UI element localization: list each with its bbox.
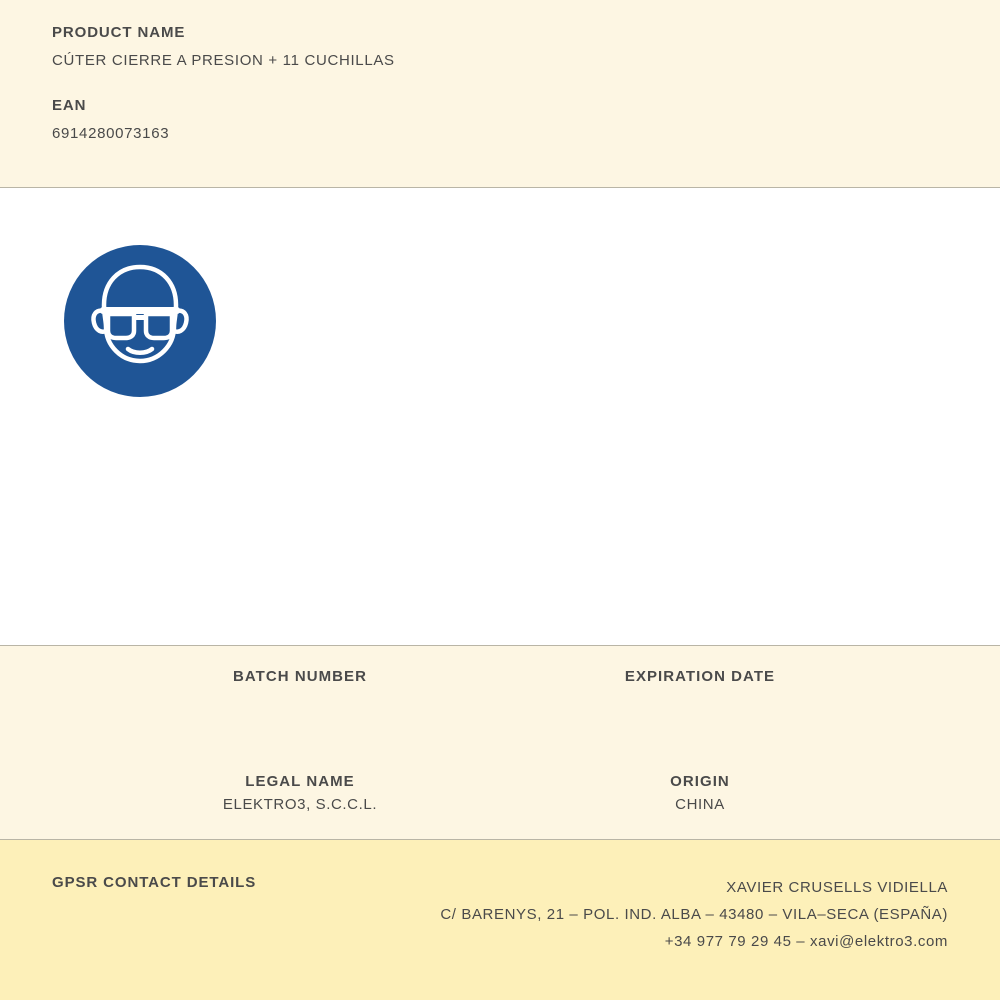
data-row (0, 668, 1000, 709)
expiration-date-cell (500, 668, 900, 709)
wear-eye-protection-icon (64, 245, 216, 397)
product-name-block (52, 24, 1000, 69)
header-section (0, 0, 1000, 188)
expiration-date-value (500, 691, 900, 709)
origin-value: CHINA (675, 796, 725, 813)
ean-label: EAN (52, 97, 87, 114)
origin-cell (500, 773, 900, 814)
gpsr-contact-label: GPSR CONTACT DETAILS (52, 874, 257, 891)
gpsr-contact-details (440, 874, 948, 955)
ean-value: 6914280073163 (52, 125, 170, 142)
legal-name-label: LEGAL NAME (245, 773, 355, 790)
product-name-label: PRODUCT NAME (52, 24, 186, 41)
batch-number-label: BATCH NUMBER (233, 668, 367, 685)
ean-block (52, 97, 1000, 142)
batch-number-value (100, 691, 500, 709)
pictogram-section (0, 188, 1000, 646)
origin-label: ORIGIN (670, 773, 730, 790)
expiration-date-label: EXPIRATION DATE (624, 668, 776, 685)
product-name-value: CÚTER CIERRE A PRESION + 11 CUCHILLAS (52, 52, 395, 69)
data-section (0, 646, 1000, 840)
contact-address: C/ BARENYS, 21 – POL. IND. ALBA – 43480 – VILA–SECA (ESPAÑA) (440, 906, 948, 923)
contact-name: XAVIER CRUSELLS VIDIELLA (726, 879, 948, 896)
legal-name-value: ELEKTRO3, S.C.C.L. (222, 796, 378, 813)
legal-name-cell (100, 773, 500, 814)
contact-phone-email[interactable]: +34 977 79 29 45 – xavi@elektro3.com (664, 933, 948, 950)
batch-number-cell (100, 668, 500, 709)
data-row (0, 773, 1000, 814)
footer-section (0, 840, 1000, 1000)
